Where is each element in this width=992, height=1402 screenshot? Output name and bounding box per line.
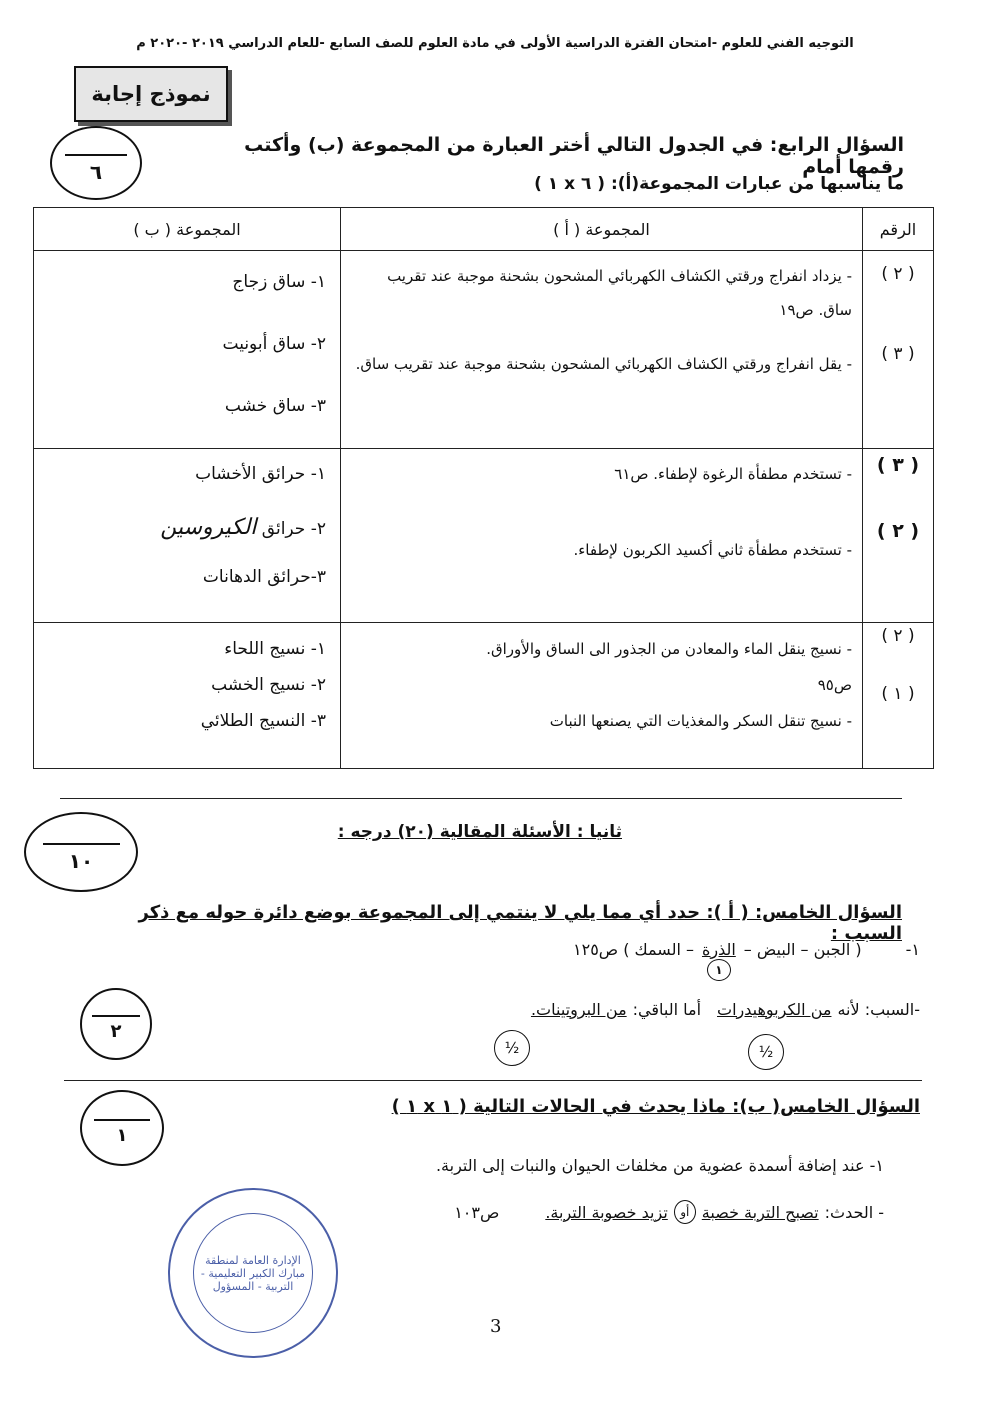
page-reference: ص١٠٣ (454, 1202, 500, 1222)
group-b-option: ١- حرائق الأخشاب (195, 464, 326, 484)
q5b-title: السؤال الخامس( ب): ماذا يحدث في الحالات التالية ( ١ x ١ ) (391, 1096, 920, 1117)
q5a-item-number: ١- (905, 940, 920, 959)
reason-carbs: من الكربوهيدرات (717, 1000, 832, 1019)
section2-score-circle (24, 812, 138, 892)
group-b-option: ٢- نسيج الخشب (211, 675, 326, 695)
q5a-item-line (120, 940, 920, 981)
reason-label: -السبب: لأنه (837, 1000, 920, 1019)
answer-label: - الحدث: (824, 1202, 884, 1222)
group-a-statement: - نسيج ينقل الماء والمعادن من الجذور الى الساق والأوراق. (486, 640, 852, 658)
header-num: الرقم (863, 208, 934, 251)
page-number: 3 (490, 1316, 502, 1337)
q5a-reason-line (120, 1000, 920, 1019)
or-circle: أو (674, 1200, 696, 1224)
circle-mark: ١ (707, 959, 731, 981)
q4-title-line2: ما يناسبها من عبارات المجموعة(أ): ( ٦ x ١ ) (534, 174, 904, 194)
answer-number: ( ١ ) (881, 684, 915, 704)
page-header: التوجيه الفني للعلوم -امتحان الفترة الدراسية الأولى في مادة العلوم للصف السابع -للعام الدراسي ٢٠١٩ -٢٠٢٠ م (136, 36, 854, 51)
group-a-statement: - يزداد انفراج ورقتي الكشاف الكهربائي المشحون بشحنة موجبة عند تقريب ساق. ص١٩ (387, 267, 852, 319)
circled-item: الذرة (701, 940, 736, 959)
section-divider (60, 798, 902, 799)
q4-score: ٦ (89, 160, 103, 184)
stamp-text: الإدارة العامة لمنطقة مبارك الكبير التعليمية - التربية - المسؤول (200, 1253, 306, 1293)
q4-score-circle (50, 126, 142, 200)
group-a-statement: - تستخدم مطفأة ثاني أكسيد الكربون لإطفاء. (573, 541, 852, 559)
table-row (34, 623, 934, 769)
answer-number: ( ٢ ) (881, 264, 915, 284)
group-b-option: ٣-حرائق الدهانات (202, 567, 326, 587)
handwritten-answer: الكيروسين (160, 515, 257, 540)
q5a-items-close: – السمك ) ص١٢٥ (573, 940, 694, 959)
table-row (34, 449, 934, 623)
header-group-a: المجموعة ( أ ) (341, 208, 863, 251)
q5b-item1: ١- عند إضافة أسمدة عضوية من مخلفات الحيوان والنبات إلى التربة. (435, 1156, 884, 1175)
group-b-option: ٢- حرائق (261, 519, 326, 539)
table-row (34, 251, 934, 449)
group-b-option: ٣- ساق خشب (224, 396, 326, 416)
group-a-statement: - نسيج تنقل السكر والمغذيات التي يصنعها النبات (549, 712, 852, 730)
q5a-title: السؤال الخامس: ( أ ): حدد أي مما يلي لا ينتمي إلى المجموعة بوضع دائرة حوله مع ذكر السبب : (138, 902, 902, 944)
answer-number: ( ٢ ) (876, 520, 920, 542)
section2-title: ثانيا : الأسئلة المقالية (٢٠) درجه : (337, 822, 622, 842)
group-a-statement: - يقل انفراج ورقتي الكشاف الكهربائي المشحون بشحنة موجبة عند تقريب ساق. (355, 355, 852, 373)
group-b-option: ٣- النسيج الطلائي (200, 711, 326, 731)
q5b-score-circle (80, 1090, 164, 1166)
q5a-score-circle (80, 988, 152, 1060)
group-a-statement: - تستخدم مطفأة الرغوة لإطفاء. ص٦١ (614, 465, 852, 483)
reason-protein: من البروتينات. (530, 1000, 627, 1019)
group-b-option: ١- ساق زجاج (232, 272, 326, 292)
section-divider (64, 1080, 922, 1081)
page-reference: ص٩٥ (817, 676, 852, 694)
answer-number: ( ٣ ) (881, 344, 915, 364)
matching-table (33, 207, 934, 769)
half-mark-circle: ½ (748, 1034, 784, 1070)
q4-title-line1: السؤال الرابع: في الجدول التالي أختر العبارة من المجموعة (ب) وأكتب رقمها أمام (244, 134, 904, 178)
half-mark-circle: ½ (494, 1030, 530, 1066)
answer-part1: تصبح التربة خصبة (701, 1202, 819, 1222)
q5a-items-open: ( الجبن – البيض – (743, 940, 862, 959)
q5a-score: ٢ (110, 1020, 122, 1042)
reason-rest-label: أما الباقي: (632, 1000, 702, 1019)
group-b-option: ١- نسيج اللحاء (224, 639, 326, 659)
answer-model-label: نموذج إجابة (74, 66, 228, 122)
group-b-option: ٢- ساق أبونيت (222, 334, 326, 354)
section2-score: ١٠ (68, 849, 94, 873)
header-group-b: المجموعة ( ب ) (34, 208, 341, 251)
answer-part2: تزيد خصوبة التربة. (545, 1202, 668, 1222)
answer-number: ( ٢ ) (881, 626, 915, 646)
table-header-row (34, 208, 934, 251)
answer-number: ( ٣ ) (876, 454, 920, 476)
q5b-score: ١ (116, 1124, 128, 1146)
official-stamp (168, 1188, 338, 1358)
